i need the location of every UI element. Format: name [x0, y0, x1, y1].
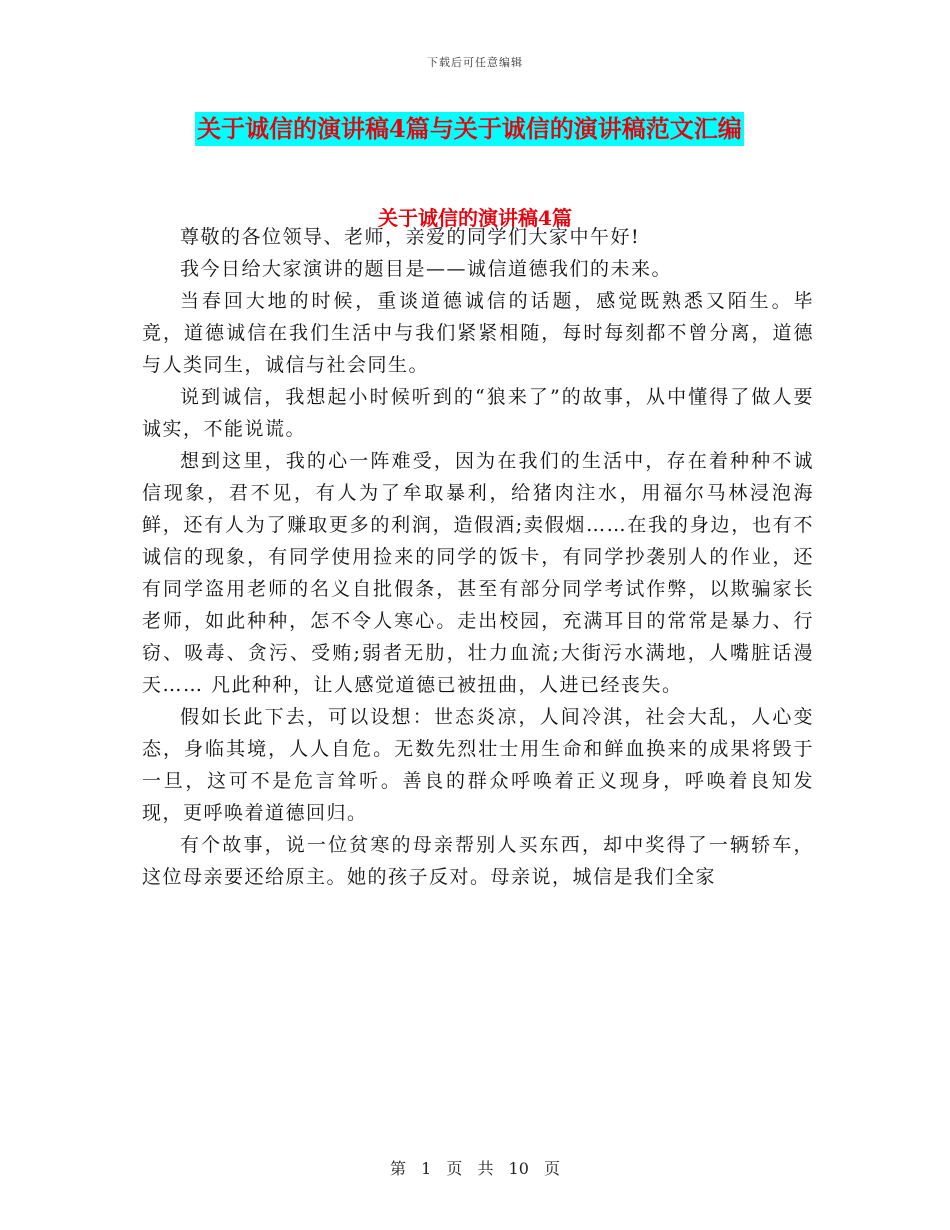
paragraph: 想到这里，我的心一阵难受，因为在我们的生活中，存在着种种不诚信现象，君不见，有人为了牟取暴利，给猪肉注水，用福尔马林浸泡海鲜，还有人为了赚取更多的利润，造假酒;卖假烟……在我的身边，也有不诚信的现象，有同学使用捡来的同学的饭卡，有同学抄袭别人的作业，还有同学盗用老师的名义自批假条，甚至有部分同学考试作弊，以欺骗家长老师，如此种种，怎不令人寒心。走出校园，充满耳目的常常是暴力、行窃、吸毒、贪污、受贿;弱者无肋，壮力血流;大街污水满地，人嘴脏话漫天…… 凡此种种，让人感觉道德已被扭曲，人进已经丧失。	[142, 450, 814, 696]
header-note: 下载后可任意编辑	[427, 56, 523, 69]
paragraph: 当春回大地的时候，重谈道德诚信的话题，感觉既熟悉又陌生。毕竟，道德诚信在我们生活中与我们紧紧相随，每时每刻都不曾分离，道德与人类同生，诚信与社会同生。	[142, 290, 814, 376]
paragraph: 尊敬的各位领导、老师，亲爱的同学们大家中午好!	[180, 226, 641, 248]
paragraph: 说到诚信，我想起小时候听到的“狼来了”的故事，从中懂得了做人要诚实，不能说谎。	[142, 386, 814, 440]
paragraph: 有个故事，说一位贫寒的母亲帮别人买东西，却中奖得了一辆轿车，这位母亲要还给原主。她的孩子反对。母亲说，城信是我们全家	[142, 834, 814, 888]
section-title: 关于诚信的演讲稿4篇	[378, 206, 572, 230]
page-number: 第 1 页 共 10 页	[390, 1159, 560, 1178]
paragraph: 我今日给大家演讲的题目是——诚信道德我们的未来。	[180, 258, 673, 280]
document-title: 关于诚信的演讲稿4篇与关于诚信的演讲稿范文汇编	[195, 112, 744, 146]
document-body	[142, 221, 814, 893]
paragraph: 假如长此下去，可以设想：世态炎凉，人间冷淇，社会大乱，人心变态，身临其境，人人自危。无数先烈壮士用生命和鲜血换来的成果将毁于一旦，这可不是危言耸听。善良的群众呼唤着正义现身，呼唤着良知发现，更呼唤着道德回归。	[142, 706, 814, 824]
